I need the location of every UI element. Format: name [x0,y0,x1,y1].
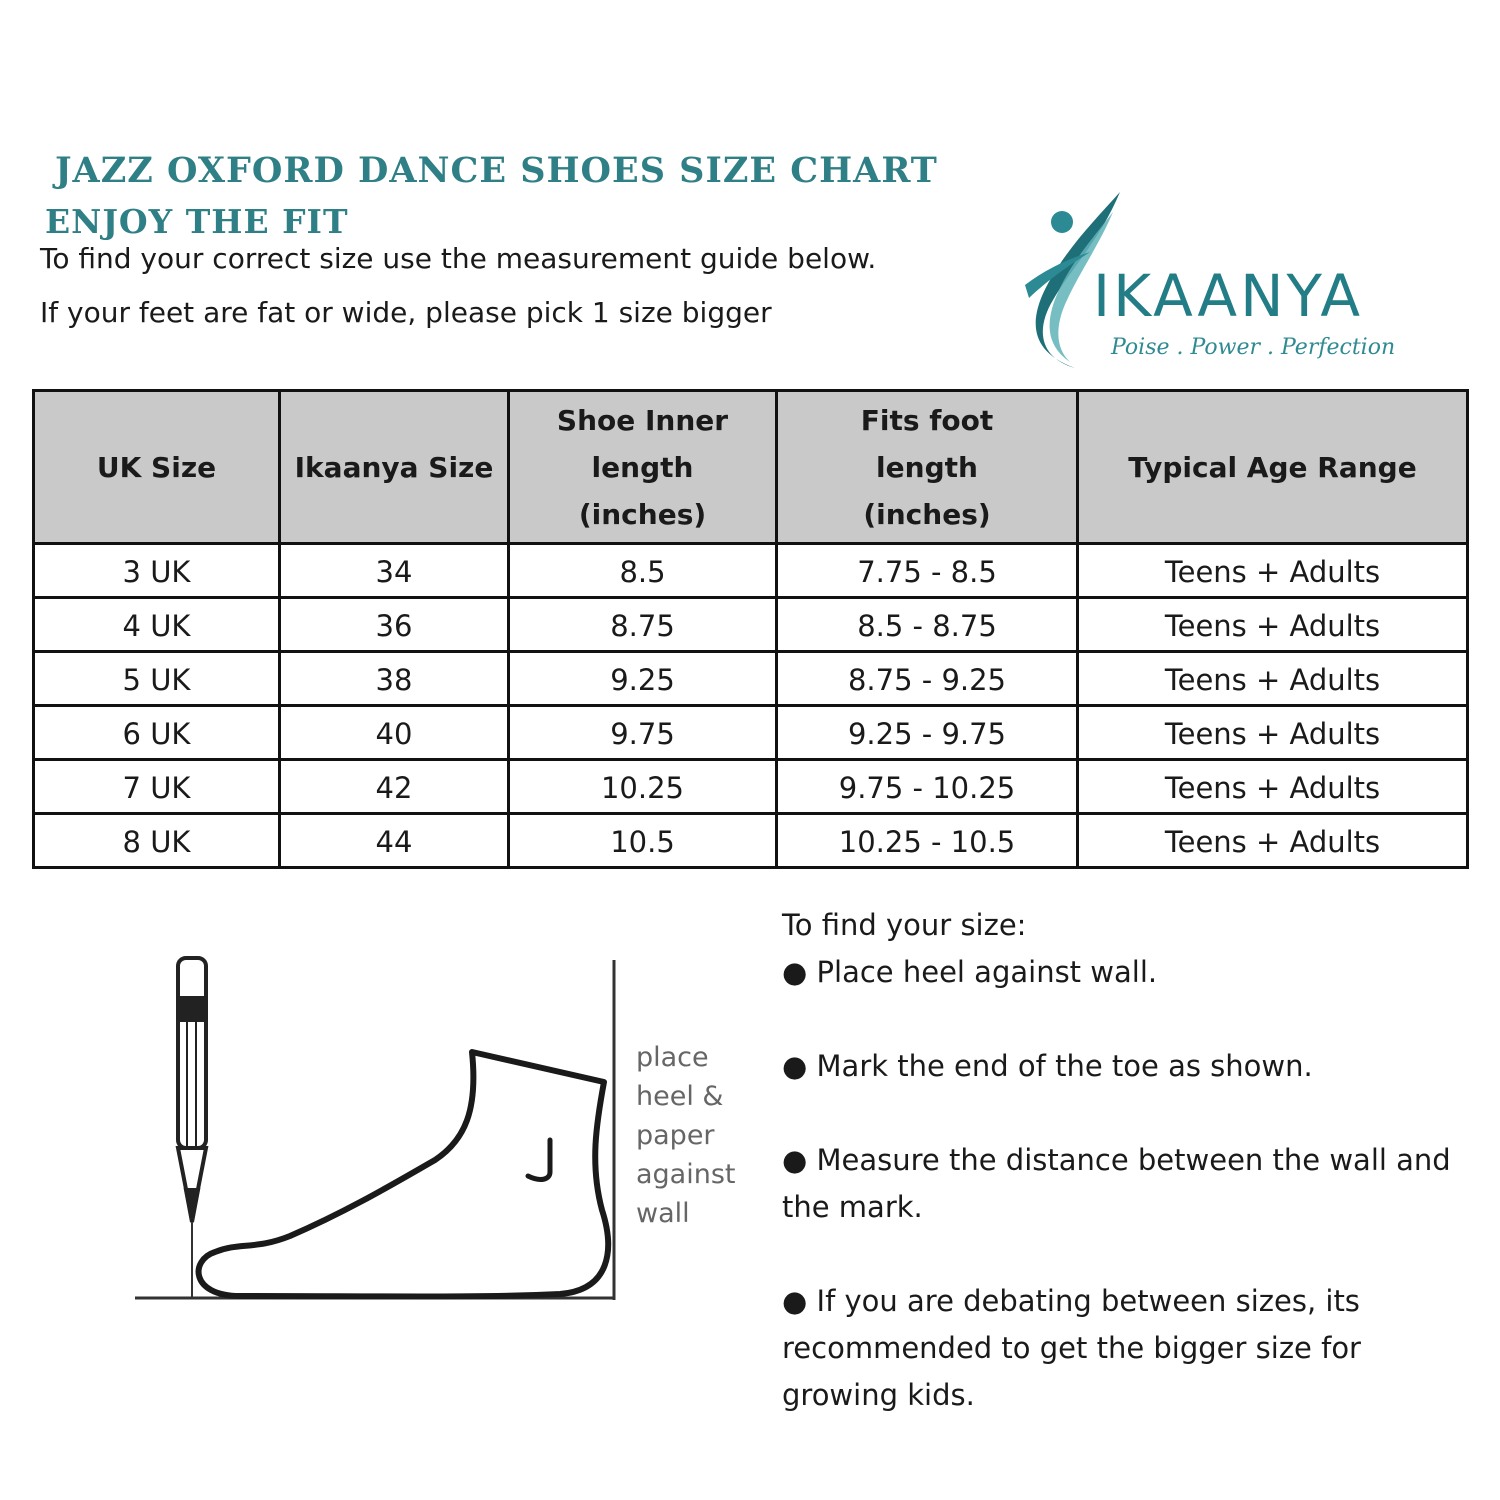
table-row [34,814,1468,868]
table-row [34,598,1468,652]
pencil-icon [178,958,206,1298]
instructions [782,902,1472,1419]
cell-inner-length: 9.25 [509,652,777,706]
cell-uk-size: 4 UK [34,598,280,652]
instructions-heading: To find your size: [782,908,1027,942]
wall-label-line: heel & [636,1081,724,1112]
wall-label-line: against [636,1159,736,1190]
wall-label-line: wall [636,1198,690,1229]
table-row [34,706,1468,760]
cell-inner-length: 8.5 [509,544,777,598]
page-subtitle: ENJOY THE FIT [45,202,349,241]
instruction-step-4-cont: recommended to get the bigger size for [782,1331,1361,1365]
cell-ikaanya-size: 42 [280,760,509,814]
brand-tagline: Poise . Power . Perfection [1111,335,1396,360]
cell-foot-length: 8.75 - 9.25 [777,652,1078,706]
cell-age-range: Teens + Adults [1078,760,1468,814]
header-uk-size: UK Size [34,391,280,544]
cell-age-range: Teens + Adults [1078,598,1468,652]
header-shoe-inner-length: Shoe Inner length (inches) [509,391,777,544]
wall-label-line: place [636,1042,709,1073]
cell-inner-length: 10.5 [509,814,777,868]
cell-age-range: Teens + Adults [1078,544,1468,598]
cell-age-range: Teens + Adults [1078,814,1468,868]
size-chart-table [32,389,1469,869]
foot-outline-icon [199,1052,609,1297]
cell-foot-length: 7.75 - 8.5 [777,544,1078,598]
cell-foot-length: 9.75 - 10.25 [777,760,1078,814]
brand-name: IKAANYA [1093,262,1364,330]
instruction-step-1: ● Place heel against wall. [782,955,1158,989]
header-age-range: Typical Age Range [1078,391,1468,544]
cell-foot-length: 10.25 - 10.5 [777,814,1078,868]
intro-line-1: To find your correct size use the measurement guide below. [40,242,877,275]
header-ikaanya-size: Ikaanya Size [280,391,509,544]
table-row [34,652,1468,706]
instruction-step-3: ● Measure the distance between the wall and [782,1143,1451,1177]
brand-logo [1015,190,1395,375]
cell-foot-length: 8.5 - 8.75 [777,598,1078,652]
table-header-row [34,391,1468,544]
cell-ikaanya-size: 38 [280,652,509,706]
cell-uk-size: 8 UK [34,814,280,868]
header-fits-foot-length: Fits foot length (inches) [777,391,1078,544]
cell-age-range: Teens + Adults [1078,652,1468,706]
wall-label-line: paper [636,1120,715,1151]
cell-inner-length: 9.75 [509,706,777,760]
instruction-step-2: ● Mark the end of the toe as shown. [782,1049,1313,1083]
instruction-step-4: ● If you are debating between sizes, its [782,1284,1360,1318]
wall-label [636,1038,756,1233]
cell-ikaanya-size: 44 [280,814,509,868]
cell-inner-length: 10.25 [509,760,777,814]
cell-uk-size: 6 UK [34,706,280,760]
cell-inner-length: 8.75 [509,598,777,652]
cell-ikaanya-size: 34 [280,544,509,598]
cell-uk-size: 3 UK [34,544,280,598]
instruction-step-3-cont: the mark. [782,1190,923,1224]
instruction-step-4-cont2: growing kids. [782,1378,975,1412]
table-row [34,544,1468,598]
page-title: JAZZ OXFORD DANCE SHOES SIZE CHART [55,150,938,191]
cell-foot-length: 9.25 - 9.75 [777,706,1078,760]
cell-ikaanya-size: 36 [280,598,509,652]
intro-line-2: If your feet are fat or wide, please pick 1 size bigger [40,296,772,329]
table-row [34,760,1468,814]
cell-uk-size: 5 UK [34,652,280,706]
cell-ikaanya-size: 40 [280,706,509,760]
cell-age-range: Teens + Adults [1078,706,1468,760]
cell-uk-size: 7 UK [34,760,280,814]
